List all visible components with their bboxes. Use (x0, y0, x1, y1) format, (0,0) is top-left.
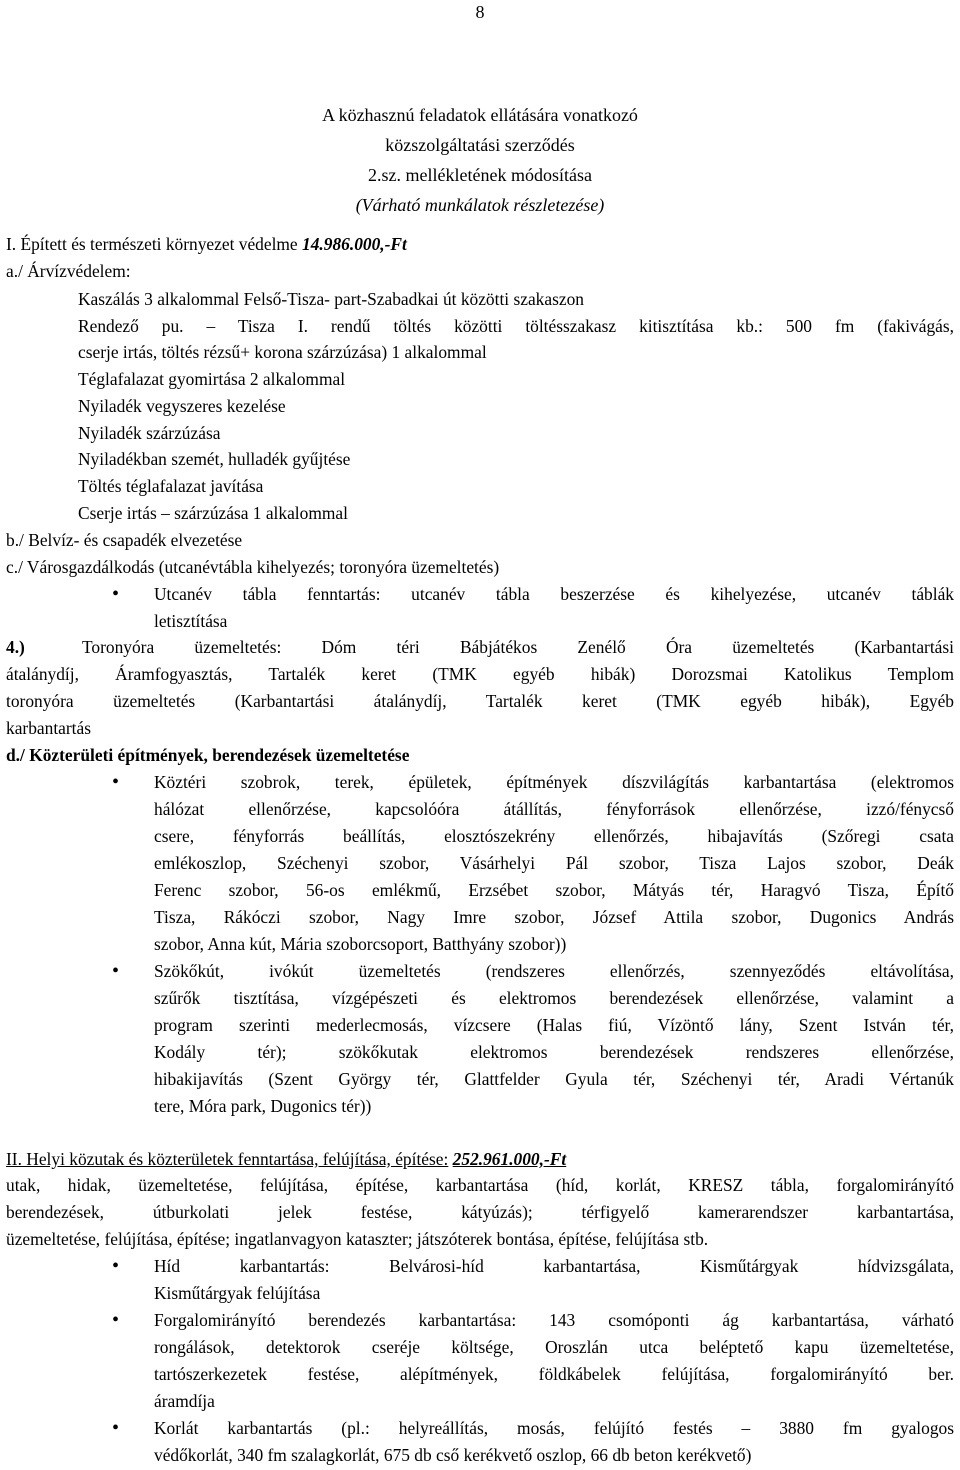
list-item: Kaszálás 3 alkalommal Felső-Tisza- part-Szabadkai út közötti szakaszon (78, 289, 584, 309)
list-item: cserje irtás, töltés rézsű+ korona szárzúzása) 1 alkalommal (78, 342, 487, 362)
paragraph-line: karbantartás (6, 718, 91, 738)
bullet-line: emlékoszlop, Széchenyi szobor, Vásárhelyi Pál szobor, Tisza Lajos szobor, Deák (154, 853, 954, 873)
title-line-2: közszolgáltatási szerződés (385, 135, 575, 155)
bullet-line: Szökőkút, ivókút üzemeltetés (rendszeres ellenőrzés, szennyeződés eltávolítása, (154, 961, 954, 981)
bullet-icon: • (112, 1417, 120, 1439)
paragraph-line: átalánydíj, Áramfogyasztás, Tartalék keret (TMK egyéb hibák) Dorozsmai Katolikus Templom (6, 664, 954, 684)
bullet-icon: • (112, 1255, 120, 1277)
page-number: 8 (475, 2, 485, 22)
bullet-icon: • (112, 960, 120, 982)
bullet-line: Korlát karbantartás (pl.: helyreállítás, mosás, felújító festés – 3880 fm gyalogos (154, 1418, 954, 1438)
bullet-line: szűrők tisztítása, vízgépészeti és elektromos berendezések ellenőrzése, valamint a (154, 988, 954, 1008)
section1c-heading: c./ Városgazdálkodás (utcanévtábla kihelyezés; toronyóra üzemeltetés) (6, 557, 500, 577)
section2-heading: II. Helyi közutak és közterületek fenntartása, felújítása, építése: 252.961.000,-Ft (6, 1149, 567, 1169)
section1-amount: 14.986.000,-Ft (302, 234, 407, 254)
section1-heading: I. Épített és természeti környezet védelme 14.986.000,-Ft (6, 234, 407, 254)
bullet-line: áramdíja (154, 1391, 215, 1411)
bullet-line: Tisza, Rákóczi szobor, Nagy Imre szobor, József Attila szobor, Dugonics András (154, 907, 954, 927)
bullet-line: program szerinti mederlecmosás, vízcsere (Halas fiú, Vízöntő lány, Szent István tér, (154, 1015, 954, 1035)
bullet-line: szobor, Anna kút, Mária szoborcsoport, Batthyány szobor)) (154, 934, 567, 954)
paragraph-line: utak, hidak, üzemeltetése, felújítása, építése, karbantartása (híd, korlát, KRESZ tábla, forgalomirányító (6, 1175, 954, 1195)
paragraph-line: toronyóra üzemeltetés (Karbantartási átalánydíj, Tartalék keret (TMK egyéb hibák), Egyéb (6, 691, 954, 711)
bullet-line: Ferenc szobor, 56-os emlékmű, Erzsébet szobor, Mátyás tér, Haragvó Tisza, Építő (154, 880, 954, 900)
bullet-line: Forgalomirányító berendezés karbantartása: 143 csomóponti ág karbantartása, várható (154, 1310, 954, 1330)
list-item: Nyiladék szárzúzása (78, 423, 221, 443)
paragraph-line: üzemeltetése, felújítása, építése; ingatlanvagyon kataszter; játszóterek bontása, építése, felújítása stb. (6, 1229, 709, 1249)
bullet-line: Kodály tér); szökőkutak elektromos berendezések rendszeres ellenőrzése, (154, 1042, 954, 1062)
bullet-line: letisztítása (154, 611, 228, 631)
paragraph-line: berendezések, útburkolati jelek festése, kátyúzás); térfigyelő kamerarendszer karbantartása, (6, 1202, 954, 1222)
title-line-4: (Várható munkálatok részletezése) (355, 195, 605, 215)
bullet-icon: • (112, 771, 120, 793)
bullet-line: hálózat ellenőrzése, kapcsolóóra átállítás, fényforrások ellenőrzése, izzó/fénycső (154, 799, 954, 819)
list-item: Cserje irtás – szárzúzása 1 alkalommal (78, 503, 348, 523)
section1a-heading: a./ Árvízvédelem: (6, 261, 131, 281)
section1b-heading: b./ Belvíz- és csapadék elvezetése (6, 530, 243, 550)
bullet-icon: • (112, 1309, 120, 1331)
list-item: Rendező pu. – Tisza I. rendű töltés közötti töltésszakasz kitisztítása kb.: 500 fm (fakivágás, (78, 316, 954, 336)
document-title (0, 100, 960, 220)
bullet-icon: • (112, 583, 120, 605)
bullet-line: tere, Móra park, Dugonics tér)) (154, 1096, 372, 1116)
list-item: Nyiladék vegyszeres kezelése (78, 396, 286, 416)
bullet-line: tartószerkezetek festése, alépítmények, földkábelek felújítása, forgalomirányító ber. (154, 1364, 954, 1384)
bullet-line: Kisműtárgyak felújítása (154, 1283, 321, 1303)
bullet-line: Híd karbantartás: Belvárosi-híd karbantartása, Kisműtárgyak hídvizsgálata, (154, 1256, 954, 1276)
bullet-line: csere, fényforrás beállítás, elosztószekrény ellenőrzés, hibajavítás (Szőregi csata (154, 826, 954, 846)
bullet-line: védőkorlát, 340 fm szalagkorlát, 675 db cső kerékvető oszlop, 66 db beton kerékvető) (154, 1445, 752, 1465)
bullet-line: rongálások, detektorok cseréje költsége, Oroszlán utca beléptető kapu üzemeltetése, (154, 1337, 954, 1357)
list-item: Töltés téglafalazat javítása (78, 476, 264, 496)
bullet-line: Utcanév tábla fenntartás: utcanév tábla beszerzése és kihelyezése, utcanév táblák (154, 584, 954, 604)
bullet-line: hibakijavítás (Szent György tér, Glattfelder Gyula tér, Széchenyi tér, Aradi Vértanúk (154, 1069, 954, 1089)
paragraph-4-label: 4.) (6, 637, 25, 657)
bullet-line: Köztéri szobrok, terek, épületek, építmények díszvilágítás karbantartása (elektromos (154, 772, 954, 792)
paragraph-line: Toronyóra üzemeltetés: Dóm téri Bábjátékos Zenélő Óra üzemeltetés (Karbantartási (82, 637, 954, 657)
title-line-3: 2.sz. mellékletének módosítása (368, 165, 592, 185)
list-item: Téglafalazat gyomirtása 2 alkalommal (78, 369, 346, 389)
section2-amount: 252.961.000,-Ft (452, 1149, 567, 1169)
list-item: Nyiladékban szemét, hulladék gyűjtése (78, 449, 351, 469)
section1d-heading: d./ Közterületi építmények, berendezések üzemeltetése (6, 745, 410, 765)
title-line-1: A közhasznú feladatok ellátására vonatkozó (322, 105, 638, 125)
